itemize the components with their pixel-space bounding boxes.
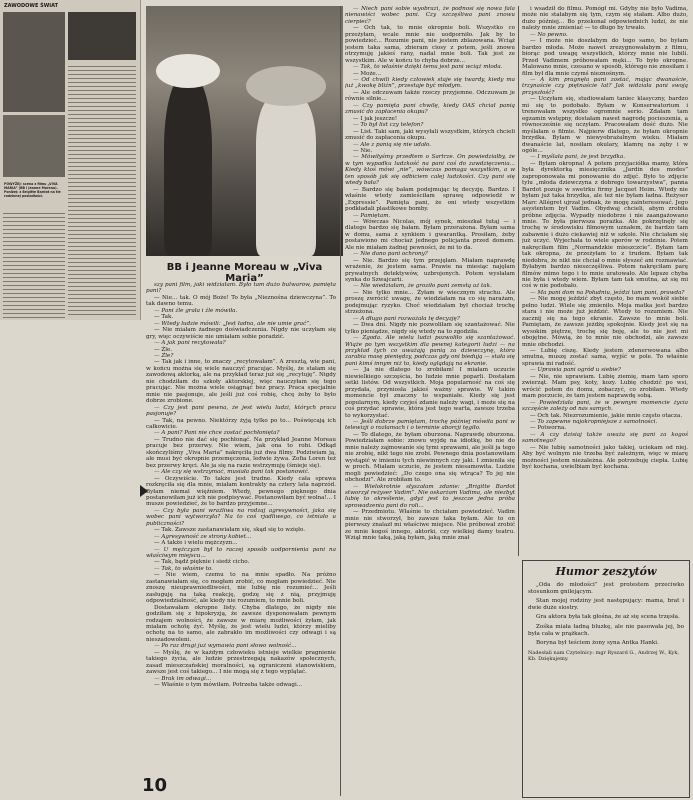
- paragraph: — Może...: [353, 70, 382, 77]
- paragraph: — To dlatego, że byłam oburzona. Naprawdę oburzona. Powiedziałam sobie: znowu wyjdę na idiotkę, bo nie do mnie należy zajmowanie się tymi sprawami, ale jeśli ja tego nie zrobię, nikt tego nie zrobi. Pewnego dnia postanowiłam wystąpić w imieniu tych niewinnych czy jaki. I zmieniła się w proch. Miałam uczucie, że jestem niesamowita. Ludzie mogli powiedzieć: „Do czego ona się wtrąca? To jej nie obchodzi”. Ale zrobiłam to.: [345, 431, 515, 484]
- paragraph: i wsadził do filmu. Pomógł mi. Gdyby nie było Vadima, może nie stałabym się tym, czym się stałam. Albo dużo, dużo później... Bo przekonał odpowiednich ludzi, że nie należy mnie zmieniać — to długo by trwało.: [522, 6, 688, 32]
- paragraph: — No pewno.: [530, 31, 568, 38]
- paragraph: — Nie dano pani ochrony?: [353, 251, 428, 258]
- paragraph: — Tak, na pewno. Niektórzy żyją tylko po to... Poświęcają ich całkowicie.: [146, 417, 336, 430]
- paragraph: — Źle?: [154, 352, 174, 359]
- paragraph: — Nie wiem, czemu to na mnie spadło. Na próżno zastanawiałam się, co mogłam zrobić, co mogłam powiedzieć. Nie znoszę nieuprawniedliwości, nie lubię nie rozumieć... Jeśli zasługuję na taką reakcję, godzę się z nią, przyjmuję odpowiedzialność, ale kiedy nie rozumiem, to mnie boli.: [146, 572, 336, 605]
- paragraph: — Jeśli dobrze pamiętam, trochę później mówiła pani w telewizji o rozłamach i o terminie aborcji tęgiło.: [345, 419, 515, 432]
- paragraph: — Agresywność ze strony kobiet...: [154, 533, 252, 540]
- paragraph: — Uprawia pani ogród u siebie?: [530, 367, 621, 374]
- paragraph: — I jak jeszcze!: [353, 115, 398, 122]
- paragraph: — Zgoda. Ale wielu ludzi pozwoliło się szantażować. Wiąże po tym wszystkim dla pewnej kategorii ludzi — na przykład tych co uważają panią za dziewczynę, która zarabia masę pieniędzy, podczas gdy oni biedują — stała się pani kimś innym niż to, kiedy oglądają na ekranie.: [345, 335, 515, 367]
- figure-left: [164, 76, 212, 256]
- paragraph: — Nie lubię samotności jako takiej, uciekam od niej. Aby być wolnym nie trzeba być zależnym, więc w miarę możności jestem niezależna. Ale potrzebuję ciepła. Lubię być kochana, uwielbiam być kochana.: [522, 444, 688, 471]
- humor-item: „Oda do młodości” jest protestem przeciwko stosunkom gnilejącym.: [528, 582, 684, 595]
- column-divider-1: [340, 6, 341, 796]
- paragraph: — Źle.: [154, 346, 173, 353]
- column-divider-2: [518, 6, 519, 556]
- paragraph: — Oczywiście. To także jest trudne. Kiedy cała sprawa rozkręciła się dla mnie, miałam kontrakty na cztery lata naprzód. Byłam niemal więźniem. Wtedy, pewnego pięknego dnia postanowiłam już ich nie podpisywać. Postanowiłam być wolna!... I musze powiedzieć, że to bardzo przyjemne...: [146, 475, 336, 508]
- paragraph: — Tak, to właśnie dzięki temu jest pani wciąż młoda.: [353, 64, 503, 71]
- paragraph: — U mężczyzn był to raczej sposób uodpornienia pani na właściwym miejscu...: [146, 546, 336, 560]
- paragraph: — Niech pani sobie wyobrazi, że podnosi się nowa fala nienawiści wobec pani. Czy szczęśliwa pani znowu cierpieć?: [345, 6, 515, 25]
- paragraph: — Bardzo się bałam podejmując tę decyzję. Bardzo. I właśnie wtedy zamieściłam sprawę odpowiedź w „Expressie”. Pamięta pani, że oni wtedy wszystkim podkładali plastikowe bomby.: [345, 186, 515, 213]
- paragraph: — A jak pani recytowała?: [154, 340, 226, 347]
- humor-item: Gra aktora była tak głośna, że aż się scena trzęsła.: [536, 614, 680, 621]
- paragraph: — Tak. Zawsze zastanawiałam się, skąd się to wzięło.: [154, 527, 305, 534]
- paragraph: — A kim pragnęła pani zostać, mając dwanaście, trzynaście czy piętnaście lat? Jak widziała pani swoją przyszłość?: [522, 76, 688, 96]
- paragraph: — Nie... tak. O mój Boże! To była „Nieznośna dziewczyna”. To tak dawno temu.: [146, 294, 336, 308]
- paragraph: — Nie. Bardzo się tym przejęłam. Miałam naprawdę wrażenie, że jestem sama. Prawie na miesiąc najęłam prywatnych detektywów, uzbrojonych. Potem wysłałam synka do Szwajcarii.: [345, 257, 515, 284]
- paragraph: — I myślała pani, że jest brzydka.: [530, 154, 626, 161]
- paragraph: — Ale z panią się nie udało.: [353, 141, 432, 148]
- paragraph: — Wówczas Nicolas, mój synek, mieszkał tutaj — i dlatego bardzo się bałam. Byłam przerażona. Byłam sama w domu, sama z synkiem i gwarantką. Prosiłam, żeby postawiono mi chociaż jednego policjanta przed domem. Ale nie miałam żadnej pewności, że mi to da.: [345, 218, 515, 251]
- humor-footer: Nadesłali nam Czytelnicy: mgr Ryszard G., Andrzej W., Kyk, Kb. Dziękujemy.: [528, 649, 679, 662]
- paragraph: — List. Taki sam, jaki wysyłali wszystkim, których chcieli zmusić do zapłacenia okupu.: [345, 128, 515, 142]
- paragraph: Dostawałam okropne listy. Chyba dlatego, że nigdy nie godziłam się z hipokryzją, że zawsze dysponowałam pewnym rodzajem wolności, że zawsze w miarę możliwości żyłam, jak miałam ochotę żyć. Myślę, że jest wielu ludzi, którzy mieliby ochotę na to samo, ale zabrakło im możliwości czy odwagi i są nieszadowoleni.: [146, 604, 336, 643]
- thumbnail-header: ZAWODOWE ŚWIAT: [4, 3, 58, 9]
- paragraph: — Potworna.: [530, 425, 567, 432]
- hat-right: [246, 66, 326, 106]
- hat-left: [156, 54, 220, 88]
- thumbnail-text-column: [68, 63, 136, 318]
- paragraph: — Ale czy się wstrzymać, musiała pani tak postanowić.: [154, 469, 310, 476]
- paragraph: — Och tak, to mnie okropnie boli. Wszystko co przeżyłam, wcale mnie nie uodporniło. Jak by to powiedzieć... Rozumie pani, nie jestem zblazowana. Wciąż jestem taka sama, zbieram ciosy z potem, jeśli znowu otrzymuję jakieś rany, nadal mnie boli. Tak jest ze wszystkim. Ale w końcu to chyba dobrze...: [345, 25, 515, 64]
- paragraph: — Byłam okropna! A potem przyjaciółka mamy, która była dyrektorką miesięcznika „Jardin des modes” zaproponowała mi ponowanie do zdjęć. Było to zdjęcie tylu „młoda dziewczyna z dobrego towarzystwa”, panna Bardot pozuje w swetrku firmy Jacquet Heim. Wtedy nie byłam już taka brzydka, ale też nie byłam ładna. Reżyser Marc Allégret ujrzał jednak, że mogę zainteresować. Jego asystentem był Vadim. Obydwaj chcieli, abym zrobiła próbne zdjęcia. Wypadły niedobrze i nie zaangażowano mnie. To była pierwsza porażka. Ale pokrzętnęły się trochę w środowisku filmowym uznałem, że bardzo tam zabawnie i dużo ciekawiej niż w szkole. Nie chciałam się już uczyć. Wyjechała to wiele sporów w rodzinie. Potem nakręciłam film „Normandzkie mieszczcie”. Byłam tam tak okropna, że przeżyłam to z trudem. Byłam tak niedobra, że nikt nie chciał o mnie słyszeć ani rozmawiać. Byłabym bardzo nieszczęśliwa. Potem nakręciłam parę filmów mimo tego i to mnie uratowało. Ale lepsze chyba nie była i wtedy wiem. Byłam tam tak smutna, aż się mi coś w nie podobało.: [522, 160, 688, 290]
- paragraph: — Trudno nie dać się pochłonąć. Na przykład Jeanne Moreau pracuje bez przerwy. Nie wiem, jak ona to robi. Odkąd skończyliśmy „Viva Maria” nakręciła już dwa filmy. Podziwiam ją, ale musi być okropnie przemęczona, ledwie żywa. Zofia Loren też bez przerwy kręci. Ale ja się na razie wstrzymuję (śmieje się).: [146, 436, 336, 469]
- blank-margin: [0, 320, 140, 800]
- paragraph: — Ja nie dlatego to zrobiłam! I miałam uczucie niewielkiego szczęścia, bo ludzie mnie poparli. Dostałam setki listów. Od wszystkich. Moja popularność na coś się przydała, przyniosła jakieś ważny sprawie. W takim momencie był znaczny to wspaniałe. Kiedy się jest popularnym, kiedy czyjeś zdanie należy wagi, i może się na coś przydać sprawie, która jest tego warta, zawsze trzeba to wykorzystać.: [345, 367, 515, 419]
- paragraph: — Pamiętam.: [353, 212, 391, 219]
- article-column-2: [345, 6, 515, 796]
- paragraph: — Tak, bądź pięknie i siedź cicho.: [154, 559, 250, 566]
- paragraph: — Wielokrotnie słyszałam zdanie: „Brigitte Bardot stworzył reżyser Vadim”. Nie oskarżam Vadima, ale niezbyt lubię to określenie, gdyż jest to jeszcze jedna próba sprowadzenia pani do roli...: [345, 483, 515, 509]
- paragraph: — Tak, to właśnie to.: [154, 565, 213, 572]
- paragraph: — A czy dzisiaj także uważa się pani za kogoś samotnego?: [522, 431, 688, 445]
- paragraph: — Nie miałam żadnego doświadczenia. Nigdy nie uczyłam się gry, więc oczywiście nie umiałam sobie poradzić.: [146, 327, 336, 340]
- humor-title: Humor zeszytów: [555, 565, 657, 578]
- paragraph: — Czy pamięta pani chwilę, kiedy OAS chciał panią zmusić do zapłacenia okupu?: [345, 102, 515, 116]
- paragraph: — Właśnie o tym mówiłam. Potrzeba także odwagi...: [154, 682, 303, 689]
- film-still-photo: [146, 6, 343, 256]
- photo-caption: BB i Jeanne Moreau w „Viva Maria”: [166, 262, 323, 284]
- paragraph: — I może nie doszłabym do tego samo, bo byłam bardzo młoda. Może nawet zrezygnowałabym z filmu, biorąc pod uwagę wszystkich, którzy mnie nie lubili. Przed Vadimem próbowałam męki... To było okropne. Malowano mnie, czesano w sposób, którego nie znosiłam i film był dla mnie czymś nieznośnym.: [522, 38, 688, 77]
- paragraph: — Nie tylko mnie... Żyłam w wiecznym strachu. Ale proszę zwrócić uwagę, że wiedziałam na co się narażam, podejmując ryzyko. Choć wiedziałam był chociaż trochę strzeżona.: [345, 289, 515, 316]
- paragraph: — Nie mogę jeździć zbyt często, bo mam wokół siebie pełno ludzi. Wiele się zmieniło. Moja matka jest bardzo stara i nie może już jeździć. Wtedy to rozumiem. Nie zacznij się na tego ekranie. Zawsze to mnie boli. Pamiętam, że zawsze jeżdżę spokojnie. Kiedy jest się na wysokim piętrze, trochę się boję, ale to nie jest mi obojętne. Mówią, że to mnie nie obchodzi, ale zawsze mnie obchodzi.: [522, 296, 688, 348]
- paragraph: szy pani film, jaki widziałam. Było tam dużo bulwarów, pamięta pani?: [146, 282, 336, 295]
- humor-items: [523, 582, 689, 647]
- thumbnail-caption: POWYŻEJ: scena z filmu „VIVA MARIA” (BB i Jeanne Moreau). Poniżej: z Brigitte Bardot na tle rodzinnej posiadłości.: [4, 182, 61, 198]
- paragraph: — Przedmiotu. Właśnie to chciałam powiedzieć. Vadim mnie nie stworzył, bo zawsze taka byłam. Ale to on pierwszy znalazł mi właściwe miejsce. Nie próbował zrobić ze mnie kogoś innego, aktorki, czy wielkiej damy teatru. Wziął mnie taką, jaką byłam, jaką mnie znał: [345, 509, 515, 542]
- figure-right: [256, 96, 316, 256]
- paragraph: — Och tak. Niezrozumienie, jakie mnie często otacza.: [530, 412, 683, 419]
- paragraph: — A długo pani rozważała tę decyzję?: [353, 315, 460, 322]
- paragraph: — To zapewne najokropniejsze z samotności.: [530, 419, 658, 425]
- paragraph: — Nie.: [353, 147, 373, 154]
- paragraph: — Powiedziała pani, że w pewnym momencie życia szczęście zależy od nas samych.: [522, 399, 688, 413]
- humor-item: Zośka miała ładną bluzkę, ale nie pasowała jej, bo była cała w prążkach.: [528, 623, 684, 637]
- thumbnail-photo-top-left: [3, 12, 65, 112]
- paragraph: — A pani? Pani nie chce zostać pochłonięta?: [154, 430, 280, 437]
- paragraph: — Od chwili kiedy człowiek staje się twardy, kiedy ma już „kwokę bliźn”, przestaje być młodym.: [345, 76, 515, 90]
- paragraph: — Mówiłyśmy przedtem o Sartrze. On powiedziałby, że w tym wypadku ludzkość na pani coś do zawdzięczenia... Kiedy ktoś mówi „nie”, wówczas pomaga wszystkim, a w ten sposób jak się odbiciem całej ludzkości. Czy pani się wtedy bała?: [345, 154, 515, 187]
- paragraph: — Tak jak i inne, to znaczy „recytowałam”. A zresztą, wie pani, w końcu można się wiele nauczyć pracując. Myślę, że stałam się zawodową aktorką, ale na przykład teraz już się „recytuję”. Nigdy nie chodziłam do szkoły aktorskiej, więc nauczyłam się tego pracując. Nie można wiele osiągnąć bez pracy. Praca specjalnie mnie nie pasjonuje, ale jeśli już coś robię, chcę żeby to było dobrze zrobione.: [146, 359, 336, 405]
- paragraph: — Dwa dni. Nigdy nie pozwoliłam się szantażować. Nie tylko pieniądze, nigdy się wtedy na to zgodziła.: [345, 322, 515, 335]
- humor-item: Boryna był teściem żony syna Antka Hanki.: [536, 640, 659, 647]
- paragraph: — Ale odczuwam także rzeczy przyjemne. Odczuwam je równie silnie...: [345, 89, 515, 103]
- humor-item: Stan mojej rodziny jest następujący: mama, brat i dwie duże siostry.: [528, 598, 684, 611]
- humor-box: [522, 560, 690, 798]
- paragraph: — Uczyłam się, studiowałam taniec klasyczny, bardzo mi się to podobało. Byłam w Konserwatorium i trenowałam wszystko ogromnie serio. Zdałam tam egzamin wstępny, dostałam nawet nagrodę pocieszenia, a równocześnie się uczyłam. Pracowałam dość dużo. Nie myślałam o filmie. Najpierw dlatego, że byłam okropnie brzydka. Byłam w niewyobrażalnym wieku. Miałam dwanaście lat, nosiłam okulary, klamrę na zęby i w ogóle...: [522, 96, 688, 154]
- paragraph: — Po raz drugi już wymawia pani słowo wolność...: [154, 643, 297, 650]
- paragraph: — A także i wielu mężczyzn...: [154, 540, 238, 547]
- paragraph: — Czy była pani wrażliwa na rodzaj agresywności, jaka się wobec pani wytworzyła? Na to coś rjadliwego, co istniało u publiczności?: [146, 507, 336, 527]
- page-number: 10: [142, 775, 168, 796]
- thumbnail-photo-top-right: [68, 12, 136, 60]
- article-column-1: [146, 282, 336, 797]
- paragraph: — Nie wiedziałam, że groziło pani zemstą aż tak.: [353, 283, 492, 290]
- previous-page-thumbnail: [0, 0, 141, 320]
- paragraph: — Nie, nie uprawiam. Lubię ziemię, mam tam sporo zwierząt. Mam psy, koty, kozy. Lubię chodzić po wsi, wrócić potem do domu, zobaczyć, co zrobiłam. Wtedy mam poczucie, że tam jestem naprawdę sobą.: [522, 373, 688, 400]
- thumbnail-photo-middle: [3, 115, 65, 177]
- paragraph: — To był list czy telefon?: [353, 122, 424, 129]
- thumbnail-text-column-2: [3, 210, 65, 318]
- paragraph: — Ma pani dom na Południu, jeździ tam pani, prawda?: [530, 289, 685, 296]
- paragraph: — Lubię ciszę. Kiedy jestem zdenerwowana albo smutna, muszę zostać sama, wyjść w pole. To właśnie sprawia mi radość.: [522, 348, 688, 367]
- paragraph: — Wtedy ludzie mówili: „Jest ładna, ale nie umie grać”.: [154, 320, 311, 327]
- paragraph: — Tak.: [154, 314, 174, 321]
- article-column-3: [522, 6, 688, 558]
- paragraph: — Brak im odwagi...: [154, 675, 212, 682]
- paragraph: — Czy jest pani pewna, że jest wielu ludzi, których praca pasjonuje?: [146, 404, 336, 418]
- paragraph: — Pani źle grała i źle mówiła.: [154, 307, 238, 314]
- paragraph: — Myślę, że w każdym człowieku istnieje wielkie pragnienie takiego życia, ale ludzie przestrzegają nakazów społecznych, zasad mieszczańskiej moralności, są ograniczeni stanowiskiem, zawsze jest coś takiego... I nie mogą się z tego wyplątać.: [146, 649, 336, 676]
